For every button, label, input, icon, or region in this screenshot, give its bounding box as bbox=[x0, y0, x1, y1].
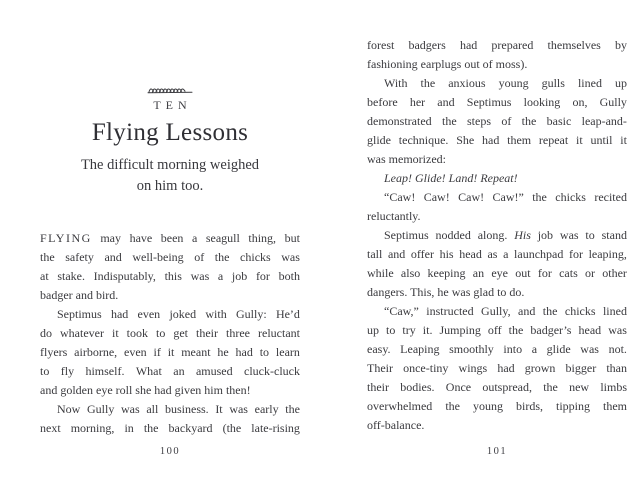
text-line: off-balance. bbox=[367, 418, 425, 432]
text-line: FLYING may have been a seagull thing, but bbox=[40, 231, 300, 245]
text-line: tall and offer his head as a launchpad for leaping, bbox=[367, 247, 627, 261]
chapter-subtitle bbox=[40, 155, 300, 197]
text-line: next morning, in the backyard (the late-rising bbox=[40, 421, 300, 435]
page-number-right: 101 bbox=[486, 446, 508, 457]
chapter-title: Flying Lessons bbox=[91, 119, 249, 146]
text-line: to fly himself. What an amused cluck-cluck bbox=[40, 364, 300, 378]
page-number-left: 100 bbox=[159, 446, 181, 457]
text-line: Their once-tiny wings had grown bigger than bbox=[367, 361, 627, 375]
page-left bbox=[40, 0, 300, 480]
text-line: badger and bird. bbox=[40, 288, 119, 302]
text-line: before her and Septimus looking on, Gully bbox=[367, 95, 627, 109]
text-line: Leap! Glide! Land! Repeat! bbox=[384, 171, 518, 185]
text-line: Septimus nodded along. His job was to stand bbox=[384, 228, 627, 242]
page-right bbox=[367, 0, 627, 480]
text-line: Septimus had even joked with Gully: He’d bbox=[57, 307, 300, 321]
text-line: “Caw,” instructed Gully, and the chicks lined bbox=[384, 304, 627, 318]
text-line: Now Gully was all business. It was early the bbox=[57, 402, 300, 416]
text-line: up to try it. Jumping off the badger’s head was bbox=[367, 323, 627, 337]
chapter-header bbox=[40, 84, 300, 197]
text-line: forest badgers had prepared themselves by bbox=[367, 38, 627, 52]
text-line: their bodies. Once outspread, the new limbs bbox=[367, 380, 627, 394]
text-line: while also keeping an eye out for cats or other bbox=[367, 266, 627, 280]
text-line: overwhelmed the young birds, tipping them bbox=[367, 399, 627, 413]
text-line: glide technique. She had them repeat it until it bbox=[367, 133, 627, 147]
text-line: reluctantly. bbox=[367, 209, 421, 223]
text-line: do whatever it took to get their three reluctant bbox=[40, 326, 300, 340]
text-line: was memorized: bbox=[367, 152, 446, 166]
chapter-subtitle-line: The difficult morning weighed bbox=[80, 157, 260, 173]
text-line: dangers. This, he was glad to do. bbox=[367, 285, 525, 299]
chapter-ornament-icon bbox=[147, 84, 193, 95]
text-line: fashioning earplugs out of moss). bbox=[367, 57, 528, 71]
page-right-text bbox=[367, 36, 627, 435]
text-line: demonstrated the steps of the basic leap-and- bbox=[367, 114, 627, 128]
text-line: the safety and well-being of the chicks was bbox=[40, 250, 300, 264]
text-line: easy. Leaping smoothly into a glide was not. bbox=[367, 342, 627, 356]
text-line: “Caw! Caw! Caw! Caw!” the chicks recited bbox=[384, 190, 627, 204]
chapter-subtitle-line: on him too. bbox=[136, 178, 204, 194]
text-line: at stake. Indisputably, this was a job for both bbox=[40, 269, 300, 283]
page-left-text bbox=[40, 229, 300, 438]
text-line: With the anxious young gulls lined up bbox=[384, 76, 627, 90]
text-line: flyers airborne, even if it meant he had to learn bbox=[40, 345, 300, 359]
text-line: and golden eye roll she had given him then! bbox=[40, 383, 251, 397]
chapter-number: TEN bbox=[153, 98, 192, 112]
